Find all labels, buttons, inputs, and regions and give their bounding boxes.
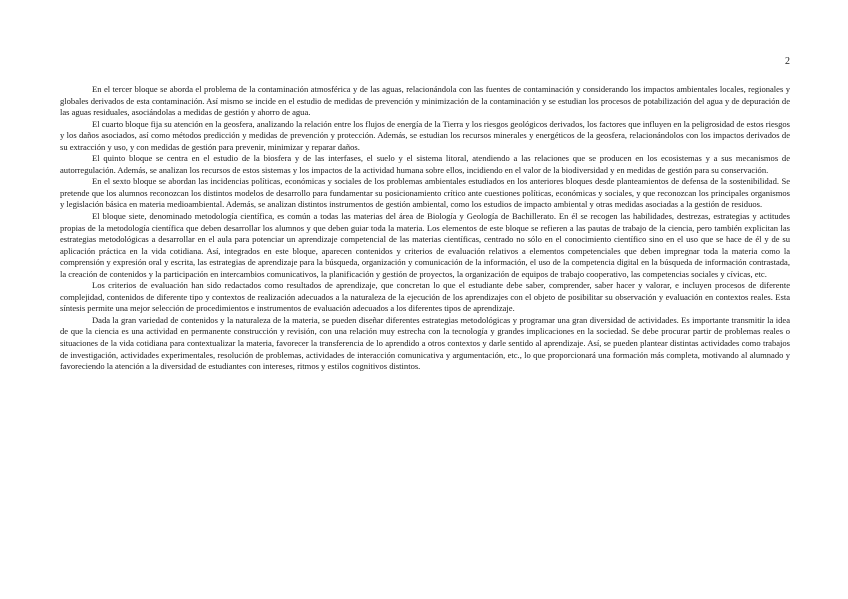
paragraph-methodology: Dada la gran variedad de contenidos y la naturaleza de la materia, se pueden diseñar diferentes estrategias metodológicas y programar una gran diversidad de actividades. Es importante transmitir la idea de que la ciencia es una actividad en permanente construcción y revisión, con una relación muy estrecha con la tecnología y grandes implicaciones en la sociedad. Se debe procurar partir de problemas reales o situaciones de la vida cotidiana para contextualizar la materia, favorecer la transferencia de lo aprendido a otros contextos y darle sentido al aprendizaje. Así, se pueden plantear distintas actividades como trabajos de investigación, actividades experimentales, resolución de problemas, actividades de interacción comunicativa y argumentación, etc., lo que proporcionará una formación más completa, motivando al alumnado y favoreciendo la atención a la diversidad de estudiantes con intereses, ritmos y estilos cognitivos distintos. [60, 314, 790, 372]
paragraph-seventh-block: El bloque siete, denominado metodología científica, es común a todas las materias del área de Biología y Geología de Bachillerato. En él se recogen las habilidades, destrezas, estrategias y actitudes propias de la metodología científica que deben desarrollar los alumnos y que deben guiar toda la materia. Los elementos de este bloque se refieren a las pautas de trabajo de la ciencia, pero también explicitan las estrategias metodológicas a desarrollar en el aula para potenciar un aprendizaje competencial de las materias científicas, centrado no sólo en el conocimiento científico sino en el uso que se hace de él y de su aplicación práctica en la vida cotidiana. Así, integrados en este bloque, aparecen contenidos y criterios de evaluación relativos a elementos competenciales que deben impregnar toda la materia como la comprensión y expresión oral y escrita, las estrategias de aprendizaje para la búsqueda, organización y comunicación de la información, el uso de la competencia digital en la búsqueda de información contrastada, la creación de contenidos y la participación en intercambios comunicativos, la planificación y gestión de proyectos, la organización de equipos de trabajo cooperativo, las competencias sociales y cívicas, etc. [60, 211, 790, 279]
paragraph-sixth-block: En el sexto bloque se abordan las incidencias políticas, económicas y sociales de los problemas ambientales estudiados en los anteriores bloques desde planteamientos de defensa de la sostenibilidad. Se pretende que los alumnos reconozcan los distintos modelos de desarrollo para fundamentar su posicionamiento crítico ante cuestiones políticas, económicas y sociales, y que reconozcan los principales organismos y legislación básica en materia medioambiental. Además, se analizan distintos instrumentos de gestión ambiental, como los estudios de impacto ambiental y otras medidas asociadas a la gestión de residuos. [60, 176, 790, 210]
paragraph-third-block: En el tercer bloque se aborda el problema de la contaminación atmosférica y de las aguas, relacionándola con las fuentes de contaminación y considerando los impactos ambientales locales, regionales y globales derivados de esta contaminación. Así mismo se incide en el estudio de medidas de prevención y minimización de la contaminación y se estudian los procesos de potabilización del agua y de depuración de las aguas residuales, asociándolas a medidas de gestión y ahorro de agua. [60, 84, 790, 118]
document-body [60, 84, 790, 373]
paragraph-fourth-block: El cuarto bloque fija su atención en la geosfera, analizando la relación entre los flujos de energía de la Tierra y los riesgos geológicos derivados, los factores que influyen en la peligrosidad de estos riesgos y los daños asociados, así como métodos predicción y medidas de prevención y protección. Además, se estudian los recursos minerales y energéticos de la geosfera, relacionándolos con los impactos derivados de su extracción y uso, y con medidas de gestión para prevenir, minimizar y reparar daños. [60, 118, 790, 152]
page-number: 2 [785, 56, 790, 67]
paragraph-fifth-block: El quinto bloque se centra en el estudio de la biosfera y de las interfases, el suelo y el sistema litoral, atendiendo a las relaciones que se producen en los ecosistemas y a sus mecanismos de autorregulación. Además, se analizan los recursos de estos sistemas y los impactos de la actividad humana sobre ellos, incidiendo en el valor de la biodiversidad y en medidas de gestión para su conservación. [60, 153, 790, 175]
paragraph-evaluation-criteria: Los criterios de evaluación han sido redactados como resultados de aprendizaje, que concretan lo que el estudiante debe saber, comprender, saber hacer y valorar, e incluyen procesos de diferente complejidad, contenidos de diferente tipo y contextos de realización adecuados a la naturaleza de la ejecución de los aprendizajes con el objeto de posibilitar su observación y evaluación en contextos reales. Esta síntesis permite una mejor selección de procedimientos e instrumentos de evaluación adecuados a los diferentes tipos de aprendizaje. [60, 280, 790, 314]
